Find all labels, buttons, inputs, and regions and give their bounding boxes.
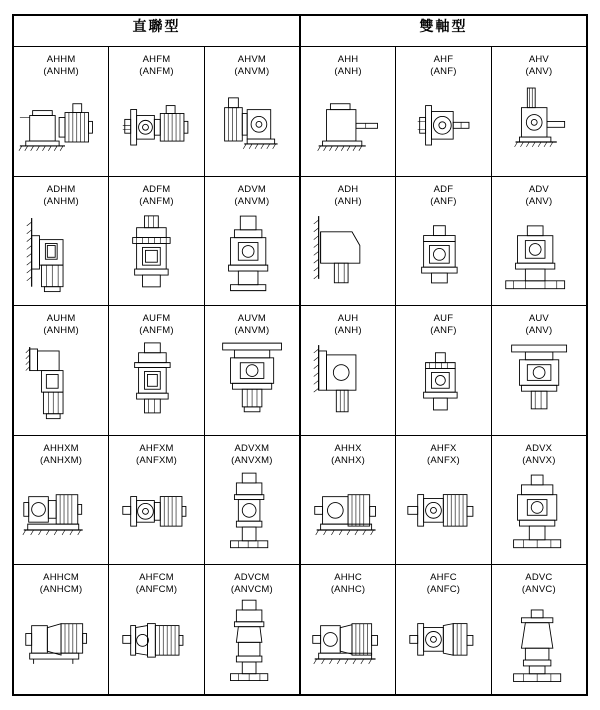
cell-code-alt: (ANFC) [426,584,461,596]
cell-code: AHF [433,54,454,65]
table-row [13,565,587,695]
diagram-upright-flange-motor [109,338,204,433]
cell-label [301,565,395,596]
cell-code: AHFXM [139,442,174,454]
cell-code-alt: (ANH) [334,325,362,337]
cell-ahfx[interactable] [396,435,492,565]
cell-adh[interactable] [300,176,396,306]
cell-code-alt: (ANFM) [139,195,174,207]
cell-code: ADVC [525,572,553,584]
diagram-cone-vertical-shaft [492,597,586,692]
cell-label [301,47,395,78]
cell-label [14,436,108,467]
cell-code-alt: (ANHM) [43,195,79,207]
cell-ahfxm[interactable] [109,435,205,565]
cell-ahfm[interactable] [109,47,205,177]
cell-code-alt: (ANVM) [234,195,270,207]
cell-code-alt: (ANFX) [427,454,460,466]
cell-auh[interactable] [300,306,396,436]
cell-code: AUF [433,313,454,325]
cell-aufm[interactable] [109,306,205,436]
cell-ahh[interactable] [300,47,396,177]
cell-ahf[interactable] [396,47,492,177]
diagram-upright-wall-shaft [301,338,395,433]
diagram-cone-flange-shaft [396,597,491,692]
diagram-horizontal-foot-motor [14,79,108,174]
diagram-cone-foot-motor [14,597,108,692]
cell-adf[interactable] [396,176,492,306]
cell-label [492,177,586,208]
cell-code-alt: (ANHX) [331,454,365,466]
cell-label [205,565,299,596]
cell-label [396,565,491,596]
cell-label [301,436,395,467]
cell-label [14,47,108,78]
cell-label [396,177,491,208]
cell-ahvm[interactable] [204,47,300,177]
cell-code: AHVM [237,54,267,65]
cell-label [14,565,108,596]
cell-code: AHH [337,54,359,65]
cell-code: AUVM [237,313,267,325]
cell-ahhcm[interactable] [13,565,109,695]
cell-label [492,436,586,467]
cell-code-alt: (ANHM) [43,325,79,337]
diagram-upright-flange-shaft [396,338,491,433]
cell-advxm[interactable] [204,435,300,565]
cell-label [396,47,491,78]
diagram-helical-vertical-shaft [492,468,586,563]
cell-code-alt: (ANVCM) [230,584,273,596]
cell-label [109,436,204,467]
cell-label [205,306,299,337]
cell-code: AHHCM [43,572,79,584]
table-head [13,15,587,47]
diagram-wall-mount-motor [14,209,108,304]
diagram-horizontal-foot-shaft [301,79,395,174]
cell-code-alt: (ANHC) [330,584,366,596]
cell-adhm[interactable] [13,176,109,306]
cell-code: AUFM [142,313,171,325]
cell-code: AHFCM [139,572,174,584]
product-type-table [12,14,588,696]
cell-code: AUV [528,313,549,325]
cell-code-alt: (ANH) [334,66,362,77]
group-header-dual: 雙軸型 [300,15,587,47]
cell-code: AUH [337,313,359,325]
diagram-helical-flange-motor [109,468,204,563]
cell-advm[interactable] [204,176,300,306]
diagram-flange-down-shaft [396,209,491,304]
cell-code-alt: (ANF) [430,195,457,207]
cell-code-alt: (ANFCM) [135,584,178,596]
cell-code: ADVM [237,183,267,195]
group-header-row [13,15,587,47]
cell-code: ADF [433,183,454,195]
table-row [13,306,587,436]
cell-ahhm[interactable] [13,47,109,177]
cell-ahfcm[interactable] [109,565,205,695]
cell-adfm[interactable] [109,176,205,306]
table-row [13,176,587,306]
cell-code-alt: (ANVC) [521,584,556,596]
cell-code: ADH [337,183,359,195]
cell-code-alt: (ANHXM) [40,454,83,466]
diagram-cone-foot-shaft [301,597,395,692]
cell-label [492,47,586,78]
cell-advx[interactable] [491,435,587,565]
diagram-upright-vertical-motor [205,338,299,433]
cell-label [109,177,204,208]
diagram-upright-vertical-shaft [492,338,586,433]
cell-code-alt: (ANV) [525,66,553,77]
table-row [13,435,587,565]
cell-code: ADV [528,183,549,195]
cell-code-alt: (ANHCM) [39,584,83,596]
cell-code-alt: (ANFM) [139,325,174,337]
cell-advc[interactable] [491,565,587,695]
cell-code: AHV [528,54,549,65]
diagram-helical-foot-motor [14,468,108,563]
cell-label [396,436,491,467]
cell-code: AHHX [334,442,362,454]
diagram-flange-shaft [396,79,491,174]
cell-label [301,177,395,208]
cell-auv[interactable] [491,306,587,436]
cell-code: AHFC [430,572,457,584]
cell-code-alt: (ANFM) [139,66,174,77]
diagram-vertical-motor [205,79,299,174]
diagram-vertical-base-motor [205,209,299,304]
cell-code: ADHM [46,183,76,195]
cell-code-alt: (ANF) [430,325,457,337]
cell-label [14,306,108,337]
table-body [13,47,587,696]
diagram-wall-mount-shaft [301,209,395,304]
group-header-direct: 直聯型 [13,15,300,47]
cell-code-alt: (ANHM) [43,66,79,77]
cell-label [205,436,299,467]
diagram-upright-wall-motor [14,338,108,433]
cell-code-alt: (ANH) [334,195,362,207]
cell-label [396,306,491,337]
cell-code-alt: (ANF) [430,66,457,77]
cell-code: ADFM [142,183,171,195]
cell-label [109,47,204,78]
cell-label [492,306,586,337]
diagram-flange-down-motor [109,209,204,304]
cell-ahhx[interactable] [300,435,396,565]
cell-label [205,47,299,78]
cell-code-alt: (ANVM) [234,325,270,337]
cell-code-alt: (ANFXM) [135,454,177,466]
cell-label [205,177,299,208]
cell-auvm[interactable] [204,306,300,436]
diagram-vertical-shaft [492,79,586,174]
cell-code: ADVCM [234,572,270,584]
cell-code-alt: (ANVXM) [231,454,273,466]
cell-auf[interactable] [396,306,492,436]
cell-label [109,306,204,337]
diagram-vertical-base-shaft [492,209,586,304]
diagram-helical-vertical-motor [205,468,299,563]
cell-code: AHHXM [43,442,79,454]
diagram-cone-flange-motor [109,597,204,692]
table-row [13,47,587,177]
cell-code-alt: (ANVX) [522,454,556,466]
cell-label [492,565,586,596]
cell-code-alt: (ANV) [525,195,553,207]
cell-ahhc[interactable] [300,565,396,695]
cell-advcm[interactable] [204,565,300,695]
cell-code-alt: (ANV) [525,325,553,337]
cell-code-alt: (ANVM) [234,66,270,77]
diagram-flange-motor [109,79,204,174]
cell-adv[interactable] [491,176,587,306]
cell-ahhxm[interactable] [13,435,109,565]
cell-code: ADVXM [234,442,270,454]
cell-auhm[interactable] [13,306,109,436]
cell-label [109,565,204,596]
cell-ahv[interactable] [491,47,587,177]
cell-code: AUHM [46,313,76,325]
cell-ahfc[interactable] [396,565,492,695]
cell-code: AHFM [142,54,171,65]
diagram-cone-vertical-motor [205,597,299,692]
cell-code: ADVX [525,442,553,454]
cell-code: AHHC [334,572,362,584]
diagram-helical-foot-shaft [301,468,395,563]
cell-label [301,306,395,337]
cell-code: AHFX [430,442,457,454]
cell-code: AHHM [46,54,76,65]
cell-label [14,177,108,208]
diagram-helical-flange-shaft [396,468,491,563]
